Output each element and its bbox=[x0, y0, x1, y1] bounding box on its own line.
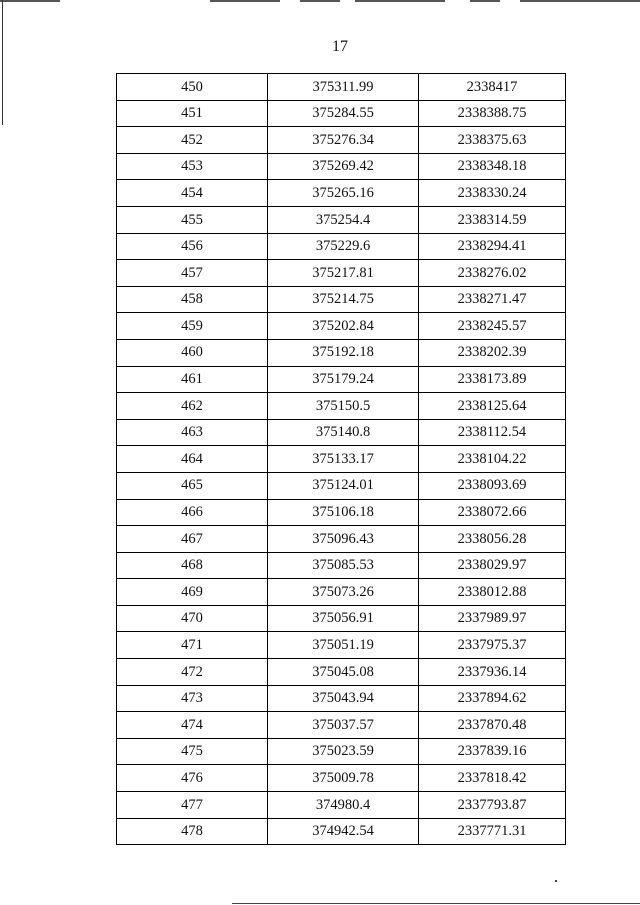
x-coordinate-cell: 375214.75 bbox=[268, 286, 419, 313]
y-coordinate-cell: 2338271.47 bbox=[419, 286, 566, 313]
x-coordinate-cell: 375056.91 bbox=[268, 605, 419, 632]
table-row bbox=[117, 792, 566, 819]
x-coordinate-cell: 375051.19 bbox=[268, 632, 419, 659]
coordinate-table bbox=[116, 73, 566, 845]
y-coordinate-cell: 2338202.39 bbox=[419, 339, 566, 366]
table-row bbox=[117, 632, 566, 659]
x-coordinate-cell: 375150.5 bbox=[268, 393, 419, 420]
y-coordinate-cell: 2338125.64 bbox=[419, 393, 566, 420]
scan-edge-bottom bbox=[232, 903, 640, 904]
y-coordinate-cell: 2337936.14 bbox=[419, 659, 566, 686]
y-coordinate-cell: 2337839.16 bbox=[419, 738, 566, 765]
table-row bbox=[117, 393, 566, 420]
y-coordinate-cell: 2338173.89 bbox=[419, 366, 566, 393]
y-coordinate-cell: 2338104.22 bbox=[419, 446, 566, 473]
x-coordinate-cell: 375140.8 bbox=[268, 419, 419, 446]
table-row bbox=[117, 472, 566, 499]
y-coordinate-cell: 2338294.41 bbox=[419, 233, 566, 260]
y-coordinate-cell: 2338056.28 bbox=[419, 526, 566, 553]
point-number-cell: 467 bbox=[117, 526, 268, 553]
table-row bbox=[117, 313, 566, 340]
x-coordinate-cell: 375311.99 bbox=[268, 74, 419, 101]
x-coordinate-cell: 375202.84 bbox=[268, 313, 419, 340]
point-number-cell: 458 bbox=[117, 286, 268, 313]
x-coordinate-cell: 375192.18 bbox=[268, 339, 419, 366]
table-row bbox=[117, 499, 566, 526]
table-row bbox=[117, 738, 566, 765]
point-number-cell: 464 bbox=[117, 446, 268, 473]
y-coordinate-cell: 2338093.69 bbox=[419, 472, 566, 499]
point-number-cell: 451 bbox=[117, 100, 268, 127]
y-coordinate-cell: 2337989.97 bbox=[419, 605, 566, 632]
x-coordinate-cell: 375096.43 bbox=[268, 526, 419, 553]
point-number-cell: 477 bbox=[117, 792, 268, 819]
table-row bbox=[117, 419, 566, 446]
point-number-cell: 461 bbox=[117, 366, 268, 393]
table-row bbox=[117, 180, 566, 207]
y-coordinate-cell: 2337771.31 bbox=[419, 818, 566, 845]
x-coordinate-cell: 375124.01 bbox=[268, 472, 419, 499]
point-number-cell: 476 bbox=[117, 765, 268, 792]
point-number-cell: 454 bbox=[117, 180, 268, 207]
table-row bbox=[117, 712, 566, 739]
point-number-cell: 469 bbox=[117, 579, 268, 606]
table-row bbox=[117, 206, 566, 233]
x-coordinate-cell: 375023.59 bbox=[268, 738, 419, 765]
point-number-cell: 472 bbox=[117, 659, 268, 686]
table-row bbox=[117, 605, 566, 632]
x-coordinate-cell: 375265.16 bbox=[268, 180, 419, 207]
table-row bbox=[117, 100, 566, 127]
x-coordinate-cell: 375133.17 bbox=[268, 446, 419, 473]
point-number-cell: 470 bbox=[117, 605, 268, 632]
y-coordinate-cell: 2337818.42 bbox=[419, 765, 566, 792]
y-coordinate-cell: 2338375.63 bbox=[419, 127, 566, 154]
x-coordinate-cell: 374942.54 bbox=[268, 818, 419, 845]
x-coordinate-cell: 375085.53 bbox=[268, 552, 419, 579]
x-coordinate-cell: 375229.6 bbox=[268, 233, 419, 260]
point-number-cell: 452 bbox=[117, 127, 268, 154]
table-row bbox=[117, 127, 566, 154]
point-number-cell: 465 bbox=[117, 472, 268, 499]
table-row bbox=[117, 526, 566, 553]
y-coordinate-cell: 2338245.57 bbox=[419, 313, 566, 340]
y-coordinate-cell: 2337870.48 bbox=[419, 712, 566, 739]
x-coordinate-cell: 375009.78 bbox=[268, 765, 419, 792]
point-number-cell: 478 bbox=[117, 818, 268, 845]
point-number-cell: 459 bbox=[117, 313, 268, 340]
y-coordinate-cell: 2337975.37 bbox=[419, 632, 566, 659]
table-row bbox=[117, 233, 566, 260]
x-coordinate-cell: 375284.55 bbox=[268, 100, 419, 127]
page-number: 17 bbox=[332, 38, 348, 55]
x-coordinate-cell: 375073.26 bbox=[268, 579, 419, 606]
table-row bbox=[117, 579, 566, 606]
x-coordinate-cell: 374980.4 bbox=[268, 792, 419, 819]
x-coordinate-cell: 375269.42 bbox=[268, 153, 419, 180]
scan-edge-left bbox=[2, 0, 3, 125]
coordinate-table-body bbox=[117, 74, 566, 845]
point-number-cell: 462 bbox=[117, 393, 268, 420]
x-coordinate-cell: 375276.34 bbox=[268, 127, 419, 154]
y-coordinate-cell: 2338276.02 bbox=[419, 260, 566, 287]
y-coordinate-cell: 2338112.54 bbox=[419, 419, 566, 446]
table-row bbox=[117, 818, 566, 845]
x-coordinate-cell: 375045.08 bbox=[268, 659, 419, 686]
x-coordinate-cell: 375217.81 bbox=[268, 260, 419, 287]
point-number-cell: 471 bbox=[117, 632, 268, 659]
y-coordinate-cell: 2338314.59 bbox=[419, 206, 566, 233]
scan-speck bbox=[555, 880, 557, 882]
x-coordinate-cell: 375037.57 bbox=[268, 712, 419, 739]
table-row bbox=[117, 659, 566, 686]
table-row bbox=[117, 552, 566, 579]
table-row bbox=[117, 339, 566, 366]
table-row bbox=[117, 153, 566, 180]
point-number-cell: 473 bbox=[117, 685, 268, 712]
point-number-cell: 468 bbox=[117, 552, 268, 579]
point-number-cell: 456 bbox=[117, 233, 268, 260]
y-coordinate-cell: 2337894.62 bbox=[419, 685, 566, 712]
y-coordinate-cell: 2338029.97 bbox=[419, 552, 566, 579]
table-row bbox=[117, 446, 566, 473]
point-number-cell: 474 bbox=[117, 712, 268, 739]
y-coordinate-cell: 2338330.24 bbox=[419, 180, 566, 207]
x-coordinate-cell: 375254.4 bbox=[268, 206, 419, 233]
y-coordinate-cell: 2338072.66 bbox=[419, 499, 566, 526]
table-row bbox=[117, 74, 566, 101]
point-number-cell: 460 bbox=[117, 339, 268, 366]
point-number-cell: 450 bbox=[117, 74, 268, 101]
x-coordinate-cell: 375179.24 bbox=[268, 366, 419, 393]
point-number-cell: 453 bbox=[117, 153, 268, 180]
table-row bbox=[117, 286, 566, 313]
x-coordinate-cell: 375043.94 bbox=[268, 685, 419, 712]
table-row bbox=[117, 366, 566, 393]
x-coordinate-cell: 375106.18 bbox=[268, 499, 419, 526]
y-coordinate-cell: 2338388.75 bbox=[419, 100, 566, 127]
table-row bbox=[117, 765, 566, 792]
point-number-cell: 466 bbox=[117, 499, 268, 526]
y-coordinate-cell: 2338012.88 bbox=[419, 579, 566, 606]
y-coordinate-cell: 2338417 bbox=[419, 74, 566, 101]
y-coordinate-cell: 2337793.87 bbox=[419, 792, 566, 819]
table-row bbox=[117, 260, 566, 287]
y-coordinate-cell: 2338348.18 bbox=[419, 153, 566, 180]
point-number-cell: 457 bbox=[117, 260, 268, 287]
point-number-cell: 455 bbox=[117, 206, 268, 233]
point-number-cell: 475 bbox=[117, 738, 268, 765]
point-number-cell: 463 bbox=[117, 419, 268, 446]
table-row bbox=[117, 685, 566, 712]
scan-edge-top bbox=[0, 0, 640, 4]
